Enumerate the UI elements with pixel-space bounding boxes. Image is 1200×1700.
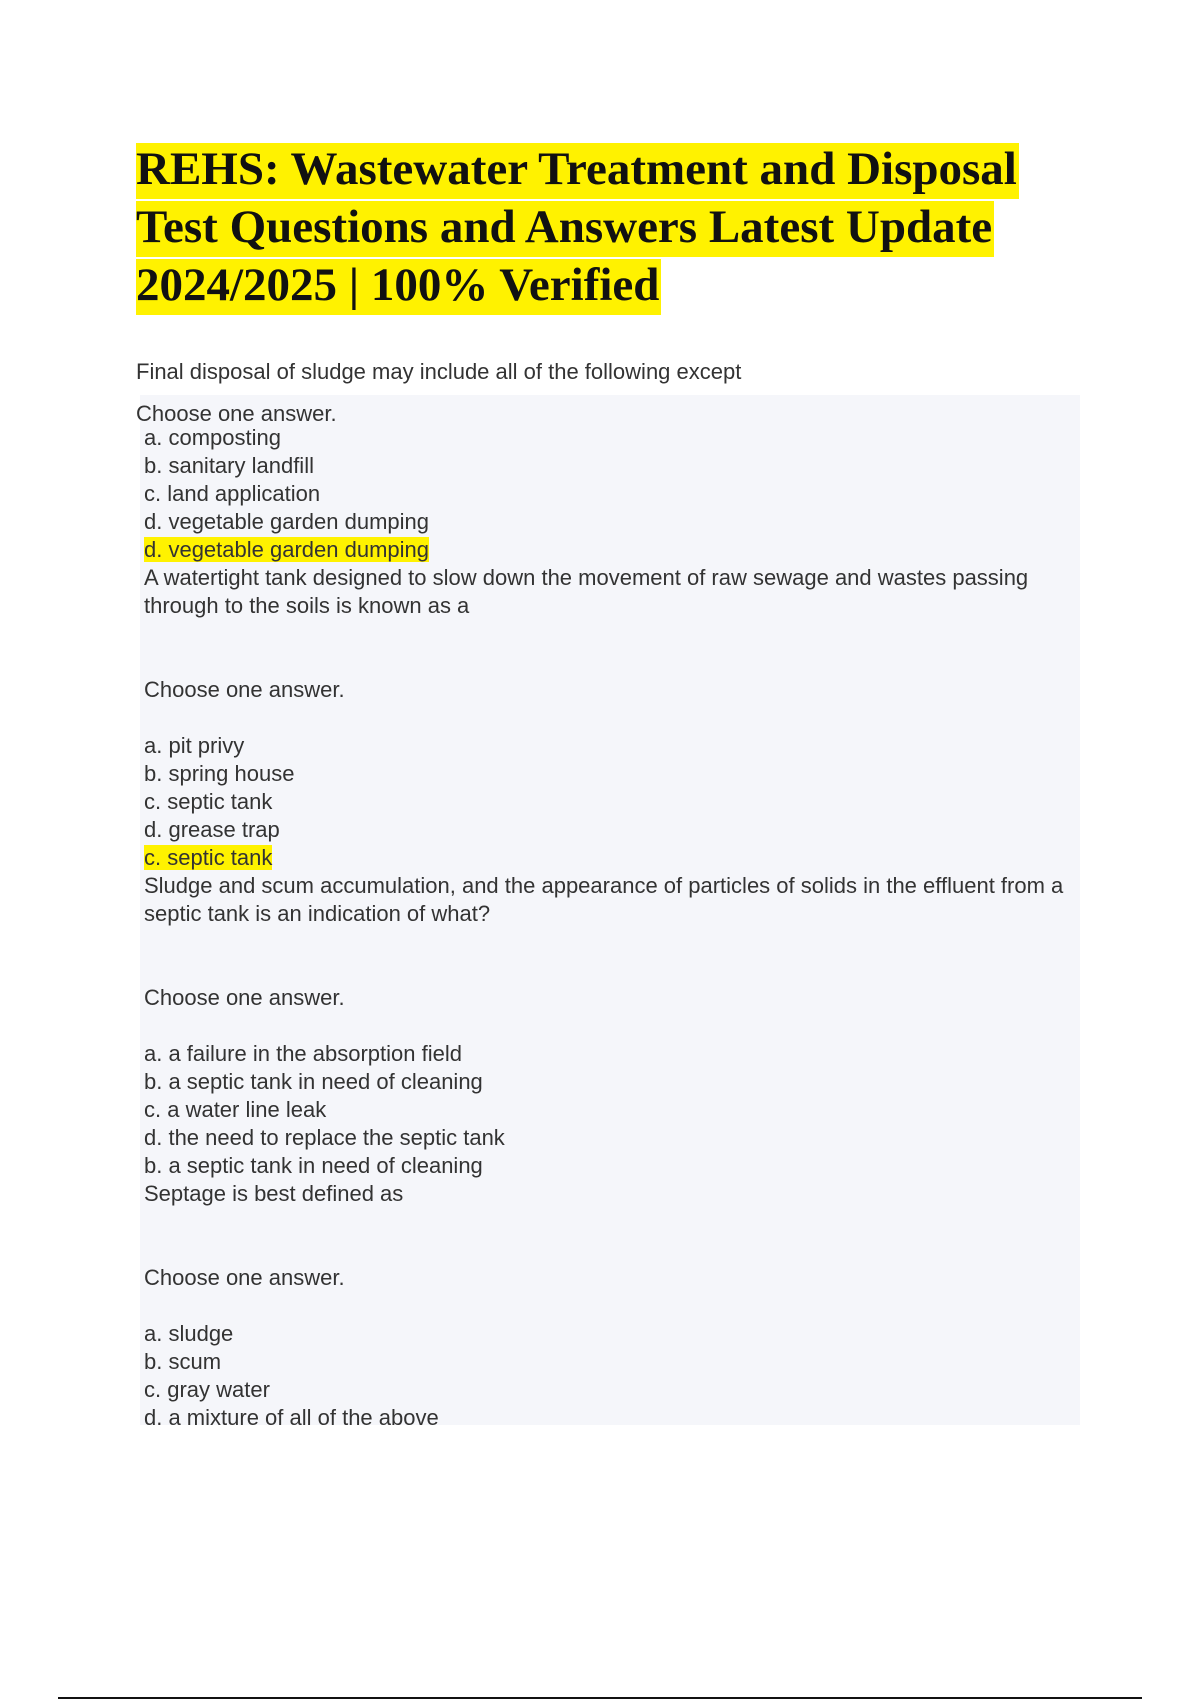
- title-line-1: REHS: Wastewater Treatment and Disposal: [136, 143, 1019, 199]
- question-flow: [144, 424, 1084, 1432]
- footer-divider: [58, 1697, 1142, 1699]
- question-3-answer: b. a septic tank in need of cleaning: [144, 1153, 483, 1178]
- question-4-option-d: d. a mixture of all of the above: [144, 1405, 439, 1430]
- question-3-option-c: c. a water line leak: [144, 1097, 327, 1122]
- question-4-option-b: b. scum: [144, 1349, 222, 1374]
- question-2-option-d: d. grease trap: [144, 817, 280, 842]
- question-4-option-a: a. sludge: [144, 1321, 234, 1346]
- document-title: [136, 140, 1136, 314]
- title-line-2: Test Questions and Answers Latest Update: [136, 201, 994, 257]
- question-1-option-b: b. sanitary landfill: [144, 453, 314, 478]
- question-1-option-a: a. composting: [144, 425, 281, 450]
- question-3-choose-prompt: Choose one answer.: [144, 985, 345, 1010]
- question-2-option-a: a. pit privy: [144, 733, 245, 758]
- question-2-text: A watertight tank designed to slow down the movement of raw sewage and wastes passing through to the soils is known as a: [144, 565, 1029, 618]
- question-3-option-d: d. the need to replace the septic tank: [144, 1125, 505, 1150]
- question-4-choose-prompt: Choose one answer.: [144, 1265, 345, 1290]
- question-2-option-c: c. septic tank: [144, 789, 273, 814]
- question-1-choose-prompt: Choose one answer.: [136, 401, 337, 423]
- question-4-option-c: c. gray water: [144, 1377, 270, 1402]
- title-line-3: 2024/2025 | 100% Verified: [136, 259, 661, 315]
- question-2-option-b: b. spring house: [144, 761, 295, 786]
- question-1-answer: d. vegetable garden dumping: [144, 537, 429, 562]
- question-3-option-a: a. a failure in the absorption field: [144, 1041, 462, 1066]
- question-2-answer: c. septic tank: [144, 845, 273, 870]
- question-3-option-b: b. a septic tank in need of cleaning: [144, 1069, 483, 1094]
- question-1-option-c: c. land application: [144, 481, 321, 506]
- question-2-choose-prompt: Choose one answer.: [144, 677, 345, 702]
- question-3-text: Sludge and scum accumulation, and the appearance of particles of solids in the effluent from a septic tank is an indication of what?: [144, 873, 1064, 926]
- question-1-text: Final disposal of sludge may include all of the following except: [136, 359, 742, 384]
- question-4-text: Septage is best defined as: [144, 1181, 404, 1206]
- question-1-option-d: d. vegetable garden dumping: [144, 509, 429, 534]
